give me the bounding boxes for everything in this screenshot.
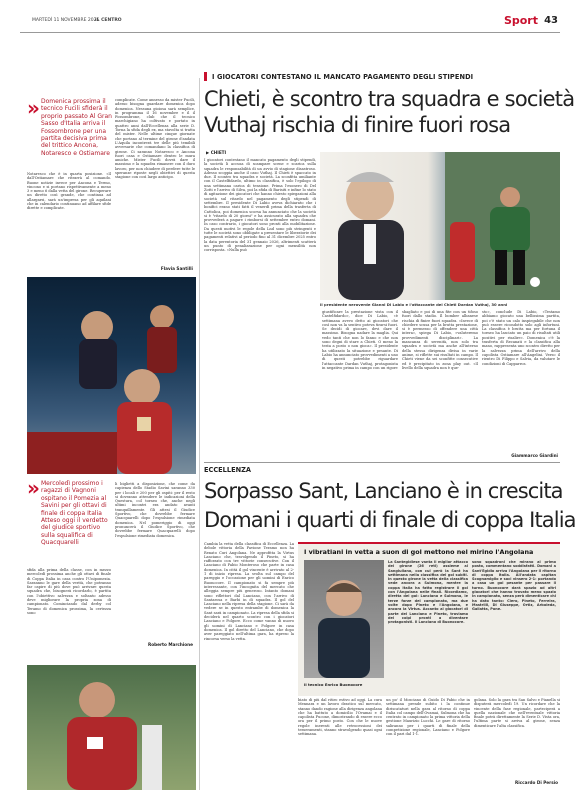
second-byline: Riccardo Di Persio [515, 780, 558, 785]
main-kicker: I GIOCATORI CONTESTANO IL MANCATO PAGAMENTO DEGLI STIPENDI [212, 73, 474, 81]
newspaper-name: IL CENTRO [95, 18, 122, 23]
quote-mark-icon: » [27, 96, 40, 120]
president-and-striker-photo [320, 152, 560, 300]
second-story [204, 466, 576, 792]
second-body-1: Cambia la vetta della classifica di Eccellenza. La debole vittoria della Favione Teramo non ha Renato Curi Angolana. Ne approfitta la Virtus Lanciano che, travolgendo il Pineto, si ha rafforzato con tre vittorie consecutive. Con il Lanciano di Fabio Monteroso che parte in casa domenica. In città il gol vincente è arrivato al 2-1 di inizio ripresa. La svolta sul campo del pareggio e l'occasione per gli uomini di Enrico Buonocore. Il campionato si fa sempre più interessante, con l'incognita del mercato che alleggia sempre più generoso. Intanto domani sono riflettori dal Lanciano, con l'arrivo di Santarosa e Barbi in di squadra. Il gol del Lanciano nella ripresa della stagione. Ci sarà da vedere se in questo entrambe di domenica la Sant sarà in campionato. La ripresa della sfida si deciderà nel quarto scontro con i giocatori Lanciano e Folgore. Ecco come vanno di nuovo gli uomini di Lanciano e Folgore in casa domenica. Il gol diretto del Lanciano, che dopo aver pareggiato nell'ultima gara, ha ripreso la rincorsa verso la vetta. [204, 542, 294, 641]
left-bottom-body-2: li biglietti a disposizione, che come da capienza dello Stadio Savini saranno 330 per i locali e 200 per gli ospiti: per il resto si dovranno attendere le indicazioni della Questura, col torneo che, anche negli ultimi incontri era andato avanti tranquillamente. Gli attesi il Giudice Sportivo, che dovrebbe fermare Quacquarelli dopo l'espulsione rimediata domenica. Nel pomeriggio di oggi pronuncerà il Giudice Sportivo, che dovrebbe fermare Quacquarelli dopo l'espulsione rimediata domenica. [115, 482, 195, 538]
main-body-3: sbagliato e poi di una fite con un tifoso fuori dallo stadio. Il bomber albanese rischia di finire fuori squadra. «Invece di chiedere scusa per la brutta prestazione, si è permesso di offendere una città intera», spiega Di Labio, «valuteremo provvedimenti disciplinari». La mancanza di serenità, non solo tra squadra e società ma anche all'interno della stessa dirigenza divisa in varie anime, si riflette sui risultati in campo. Il Chieti viene da sei sconfitte consecutive ed è precipitato in zona play out. «Il livello della squadra non è que- [402, 310, 478, 370]
player-celebration-icon [27, 665, 196, 790]
kicker-marker [204, 72, 207, 81]
left-bottom-byline: Roberto Marchione [148, 642, 193, 647]
left-top-byline: Flavia Santilli [160, 266, 193, 271]
left-top-body: Notaresco che è in quarta posizione. «Il dall'Ostiamare che ritrarrà al comando. Buone notizie invece per Ancona e Termo, vincono e si portano rispettivamente a meno 3 e meno 6 dalla vetta del girone. Recuperare un diretto così grande, che continua ad allargarsi, sarà un'impresa per gli aquilani che in calendario continuano ad affilare sfide dirette e complicate. [27, 172, 111, 211]
second-headline-2: Domani i quarti di finale di coppa Italia [204, 508, 576, 532]
left-top-body-2: complicate. Come annesso da mister Fucili, adesso bisogna guardare domenica dopo domenica. Nessuna gioiosa sarà semplice, in programma il 16 novembre e il il Fossombrone, club che il tecnico marchigiano ha coltivato e portato in quattro anni dall'Eccellenza alla serie D. Torna la sfida degli ex, ma stavolta si tratta del mister. Nelle ultime cinque giornate che portano al termine del girone d'andata L'Aquila incontrerà tre delle più temibili avversarie che comandano la classifica di girone. Ci saranno Notaresco e Ancona fuori casa e Ostiamare dentro le mura amiche. Mister Fucili dovrà dare il massimo e la squadra rimanere con il duro lavoro, per non chiudere di perdere tutte le speranze riposte negli obiettivi di questa stagione con così largo anticipo. [115, 98, 195, 180]
main-body-4: sto», conclude Di Labio, «Testamo abbiamo giocato una bellissima partita, poi c'è stato un calo inspiegabile che non può essere ricondotto solo agli infortuni. La classifica è brutta ma per fortuna il torneo ha lasciato un paio di risultati utili positivi per risalire». Domenica c'è la trasferta di Recanati e la classifica alla mano, rappresenta uno scontro diretto per la salvezza prima dell'arrivo della capolista Ostiamare all'Angelini. Verso il rientro Di Filippo e Salvia, da valutare le condizioni di Capparros. [482, 310, 560, 366]
sidebar-box [298, 542, 560, 696]
issue-date: MARTEDÌ 11 NOVEMBRE 2025 [32, 18, 100, 23]
coach-portrait-icon [304, 560, 384, 678]
second-kicker: ECCELLENZA [204, 466, 251, 474]
header-rule [20, 32, 560, 33]
main-story [204, 72, 575, 462]
main-photo-caption: Il presidente neroverde Gianni Di Labio e l'attaccante del Chieti Dardan Vuthaj, 30 anni [320, 302, 508, 307]
location-label: CHIETI [210, 150, 227, 155]
page-number: 43 [544, 15, 558, 26]
lanciano-player-photo [27, 665, 196, 790]
box-title: I vibratiani in vetta a suon di gol mettono nel mirino l'Angolana [304, 548, 534, 556]
left-top-story [27, 88, 195, 278]
main-body-2: giustificare la prestazione vista con il Castelfidardo», dice Di Labio, «è settimana avevo detto ai giocatori che così non va la sentivo poteva tirarsi fuori. Se decidi di giocare, devi dare il massimo. Bisogna nadare la maglia. Qui vedo tanti che non lo fanno e che non sono degni di stare a Chieti. O meno la testa a posto o non gioca». Il presidente ha utilizzato la situazione e pesante. Di Labio ha annunciato provvedimenti a uno di questi potrebbe riguardare l'attaccante Dardan Vuthaj, protagonista in negativo prima in campo con un rigore [322, 310, 398, 370]
left-bottom-lead: Mercoledì prossimo i ragazzi di Vagnoni ospitano il Pomezia al Savini per gli ottavi di finale di coppa Italia Atteso oggi il verdetto del giudice sportivo sulla squalifica di Quacquarelli [41, 480, 108, 547]
main-body-1: I giocatori contestano il mancato pagamento degli stipendi, la società li accusa di scampare scene e scarica sulla squadra le responsabilità di un avvio di stagione disastroso. Adesso scoppia anche il caso Vuthaj. Il Chieti è spaccato in due. Il scontro tra squadra e società. La sconfitta umiliante con il Castelfidardo, ultimo in classifica, è solo l'epilogo di una settimana carica di tensione. Prima l'esonero di Del Zotti e l'arrivo di Silva, poi la sfida di Barisiti e infine lo stato di agitazione dei giocatori che hanno chiesto spiegazioni alla società sul ritardo nel pagamento degli stipendi di settembre. Il presidente Di Labio aveva dichiarato che i bonifici erano stati fatti il venerdì prima della trasferta di Cattolica, poi domenica scorsa ha annunciato che la società si è "ritardo di 20 giorni" e ha assicurato alla squadra che provvederà a pagare i rimborsi di settembre entro domani. In caso contrario, i giocatori sono pronti alla mobilitazione. Da questi motivi le regole della Lnd sono più stringenti e tutte le società sono obbligate a presentare le liberatorie dei pagamenti relativi al periodo fino al 31 dicembre 2025 entro la data perentoria del 31 gennaio 2026, altrimenti scatterà un punto di penalizzazione per ogni mensilità non corrisposta. «Nulla può [204, 158, 316, 253]
section-rule [204, 462, 560, 463]
box-photo-caption: Il tecnico Enrico Buonocore [304, 682, 363, 687]
box-body-1: La Santegidiese vanta il miglior attacco del girone (26 reti) assieme al Sangiuliano, con cui però la Sant ha settimana nella classifica dei gol subiti. In questo girone la vetta della classifica vede ancora a Sulmona, mentre la coppa Italia ha fatto registrare il gol con l'Angolana nelle finali. Ricordiamo, diretta dei gol: Lanciano e Sulmona, le terze forze del campionato, ma due volte dopo Pineto e l'Angolana, e ancora la Virtus. Accanto ai giocatori di parte del Lanciano e Pineto, troviamo dei colpi pronti a diventare protagonisti. Il Lanciano di Buonocore. [388, 560, 468, 625]
quote-mark-icon: » [27, 476, 40, 500]
page-header [20, 14, 560, 26]
player-figures-icon [27, 277, 196, 474]
second-headline-1: Sorpasso Sant, Lanciano è in crescita [204, 479, 563, 503]
left-bottom-story [27, 476, 195, 666]
section-name: Sport [503, 14, 538, 27]
second-body-2: biato di più dal ritiro estivo ad oggi. La cura Mennara e un lavoro drastico sul mercato, stanno dando ragione alla dirigenza angolana che ha battuto a domicilio l'Ovamai e il capolista Fucone, dimostrando di essere ecco ora per il primo posto. Con che le nuove regole inerenti alle retrocessioni dei tesseramenti, stanno stravolgendo quasi ogni settimana. [298, 698, 382, 737]
main-headline-2: Vuthaj rischia di finire fuori rosa [204, 113, 511, 137]
portrait-and-action-icon [320, 152, 560, 300]
aquila-players-photo [27, 277, 196, 474]
left-bottom-body: sfida alla prima della classe, con in mezzo mercoledì prossima anche gli ottavi di finale di Coppa Italia in casa contro l'Unipomezia. Sarannno le gare della verità, che potranno far capire di più dove può arrivare questa squadra che, bisognerà ricordarlo, è partita con l'obiettivo salvezza e soltanto adesso deve migliorare la propria zona di campionato. Cominciando dal derby col Teramo di domenica prossima, la certezza sono [27, 568, 111, 615]
second-body-3: un po' il Mosciano di Guido Di Fabio che in settimana prende subito i la continue diriscataturi nella gara al ritorno di coppa Italia col campo dell'Ovamai, Sulmona che ha centrato in campionato la prima vittoria della gestione Maurizio Lucchi. Le gare di ritorno saliranno per i quarti di finale della competizione regionale, Lanciano e Folgore con il pari dal 1-1. [386, 698, 470, 737]
box-body-2: sono squadroni che mirano al primo posto, commentano soddisfatti. Domani a Sant'Egidio arriva l'Angolana per il ritorno di coppa Italia. All'andata capitan Scognamiglio e soci vinsero 2-1: portando a casa un gol pesante per passare il turno. Buonocore darà spazio ad altri giocatori che hanno trovato meno spazio in campionato, senza però dimenticare chi ha dato tanto: Ciero, Pineto, Ferreira, Mastrilli, Di Giuseppe, Ortiz, Arboleda, Galiatta, Pone. [472, 560, 556, 612]
coach-buonocore-photo [304, 560, 384, 678]
main-headline-1: Chieti, è scontro tra squadra e società [204, 87, 575, 111]
second-body-4: golana. Solo la gara tra San Salvo e Pianella si disputerà mercoledì 19. Un ricordare che la vincente della fase regionale, parteciperà a quella nazionale che nell'eventuale vittoria finale potrà direttamente la Serie D. Vista ora, l'ultima parte si arriva al girone, senza dimenticare l'alta classifica. [474, 698, 560, 728]
location-tag: ▶ CHIETI [206, 150, 227, 155]
main-byline: Giammarco Giardini [511, 453, 558, 458]
column-divider [199, 78, 200, 790]
left-top-lead: Domenica prossima il tecnico Fucili sfiderà il proprio passato Al Gran Sasso d'Italia arriva il Fossombrone per una partita decisiva prima del trittico Ancona, Notaresco e Ostiamare [41, 98, 112, 157]
